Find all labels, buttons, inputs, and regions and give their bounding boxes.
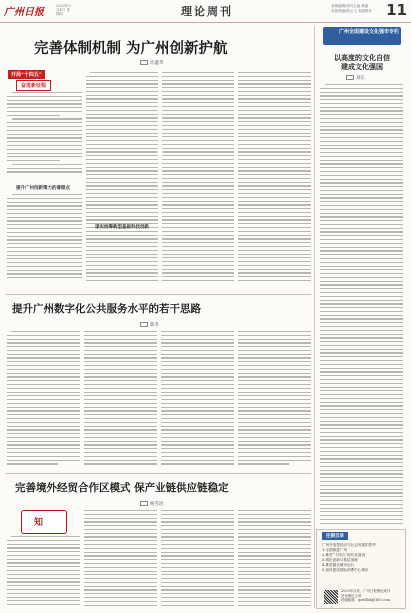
divider-2 (6, 473, 311, 474)
article2-col1 (7, 331, 80, 469)
article2-col3 (161, 331, 234, 469)
article3-col4 (238, 510, 311, 608)
article1-col3 (162, 72, 234, 286)
article1-banner: 开局“十四五” (8, 70, 45, 79)
sidebar-byline: 刘正 (346, 75, 365, 81)
article2-byline: 陈冬 (140, 322, 159, 328)
article2-col4 (238, 331, 311, 469)
sidebar-title: 以高度的文化自信 建成文化强国 (334, 53, 390, 71)
article1-col1-lower (7, 194, 82, 286)
catalog-tab: 往期目录 (322, 532, 348, 540)
article1-subhead: 提升广州创新策力的着眼点 (16, 186, 70, 191)
article3-emblem-text: 知 (34, 518, 44, 528)
catalog-item[interactable]: 5.加快建设国际消费中心城市 (322, 568, 369, 572)
page-number: 11 (386, 1, 407, 19)
catalog-item[interactable]: 3.城市更新与基层治理 (322, 558, 358, 562)
article3-col1 (7, 536, 80, 608)
article2-title: 提升广州数字化公共服务水平的若干思路 (12, 303, 201, 315)
article3-col3 (161, 510, 234, 608)
article1-note: 谋实统筹新型基础科技创新 (95, 225, 149, 230)
header-meta: 本版编辑/周刊主编 黄丽 本版美编/徐云飞 本版校对 (331, 4, 372, 13)
divider-1 (6, 294, 311, 295)
article3-col2 (84, 510, 157, 608)
masthead-date: 2023年5月4日 星期四 (56, 4, 71, 16)
catalog-item[interactable]: 1.全面推进广州 (322, 548, 347, 552)
article3-emblem (21, 510, 67, 534)
catalog-footer: 2020年以来，广州日报理论周刊 发布理论文章 投稿邮箱：gzrbllzk@163.com (341, 589, 391, 602)
catalog-item[interactable]: 广州开放型经济与社会发展的思考 (322, 543, 376, 547)
qr-code[interactable] (324, 590, 338, 604)
article3-byline: 杨雪昆 (140, 501, 164, 507)
sidebar-logo-text: 广州全面建设文化强市专栏 (339, 29, 400, 35)
article1-banner-sub: 奋进新征程 (16, 80, 51, 91)
sidebar-logo (323, 27, 401, 45)
article1-col2 (86, 72, 158, 286)
article2-col2 (84, 331, 157, 469)
sidebar-divider (314, 26, 315, 608)
catalog-item[interactable]: 2.推进“十四五”现代化建设 (322, 553, 366, 557)
sidebar-text (320, 84, 403, 524)
article1-col4 (238, 72, 311, 286)
article1-byline: 许鑫华 (140, 60, 164, 66)
page-header (0, 0, 411, 23)
article1-col1 (7, 92, 82, 182)
catalog-list (322, 543, 400, 573)
article3-title: 完善境外经贸合作区模式 保产业链供应链稳定 (15, 482, 229, 494)
masthead-logo: 广州日报 (4, 7, 44, 18)
section-title: 理论周刊 (181, 5, 233, 18)
catalog-item[interactable]: 4.推进健全城市运行 (322, 563, 355, 567)
article1-title: 完善体制机制 为广州创新护航 (34, 40, 228, 57)
